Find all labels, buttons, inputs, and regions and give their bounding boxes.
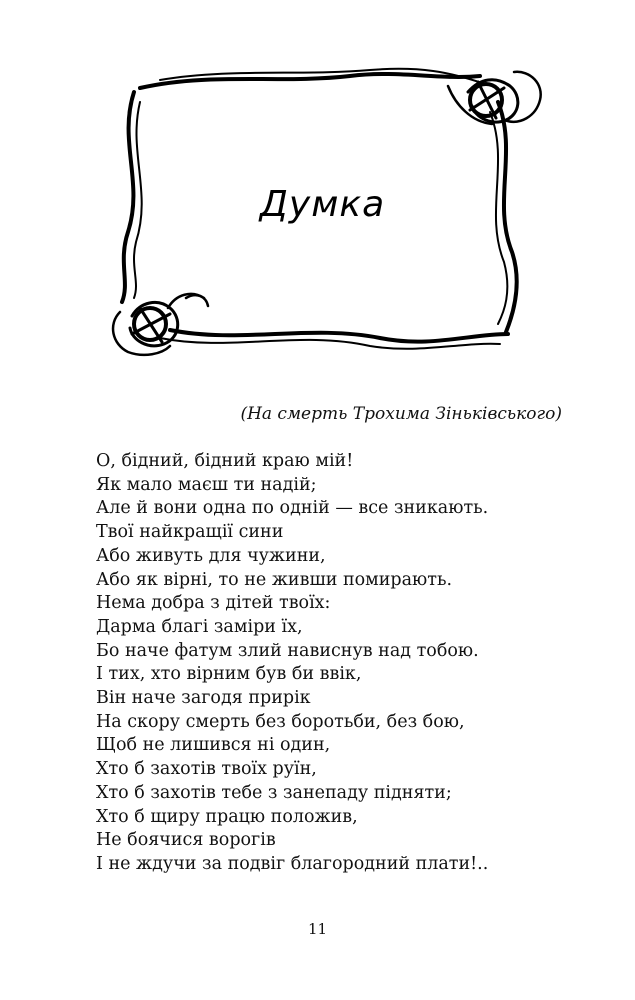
- poem-line: Він наче загодя прирік: [96, 688, 311, 709]
- poem-line: Але й вони одна по одній — все зникають.: [96, 498, 489, 519]
- poem-line: Хто б захотів тебе з занепаду підняти;: [96, 782, 452, 803]
- poem-line: Не боячися ворогів: [96, 830, 276, 851]
- poem-line: Нема добра з дітей твоїх:: [96, 593, 331, 614]
- poem-body: [96, 450, 566, 877]
- poem-line: Твої найкращії сини: [96, 522, 284, 543]
- poem-line: Або живуть для чужини,: [96, 545, 326, 566]
- poem-line: Хто б щиру працю положив,: [96, 806, 358, 827]
- poem-line: І не ждучи за подвіг благородний плати!..: [96, 853, 489, 874]
- page-number: 11: [307, 920, 328, 938]
- poem-line: Щоб не лишився ні один,: [96, 735, 331, 756]
- epigraph: (На смерть Трохима Зіньківського): [240, 404, 562, 424]
- poem-line: І тих, хто вірним був би ввік,: [96, 664, 362, 685]
- poem-title: Думка: [259, 184, 386, 225]
- poem-line: Як мало маєш ти надій;: [96, 474, 317, 495]
- poem-line: О, бідний, бідний краю мій!: [96, 451, 354, 471]
- poem-line: Бо наче фатум злий нависнув над тобою.: [96, 640, 479, 661]
- poem-line: На скору смерть без боротьби, без бою,: [96, 711, 465, 732]
- poem-line: Або як вірні, то не живши помирають.: [96, 569, 453, 590]
- poem-line: Хто б захотів твоїх руїн,: [96, 759, 317, 780]
- poem-line: Дарма благі заміри їх,: [96, 616, 303, 637]
